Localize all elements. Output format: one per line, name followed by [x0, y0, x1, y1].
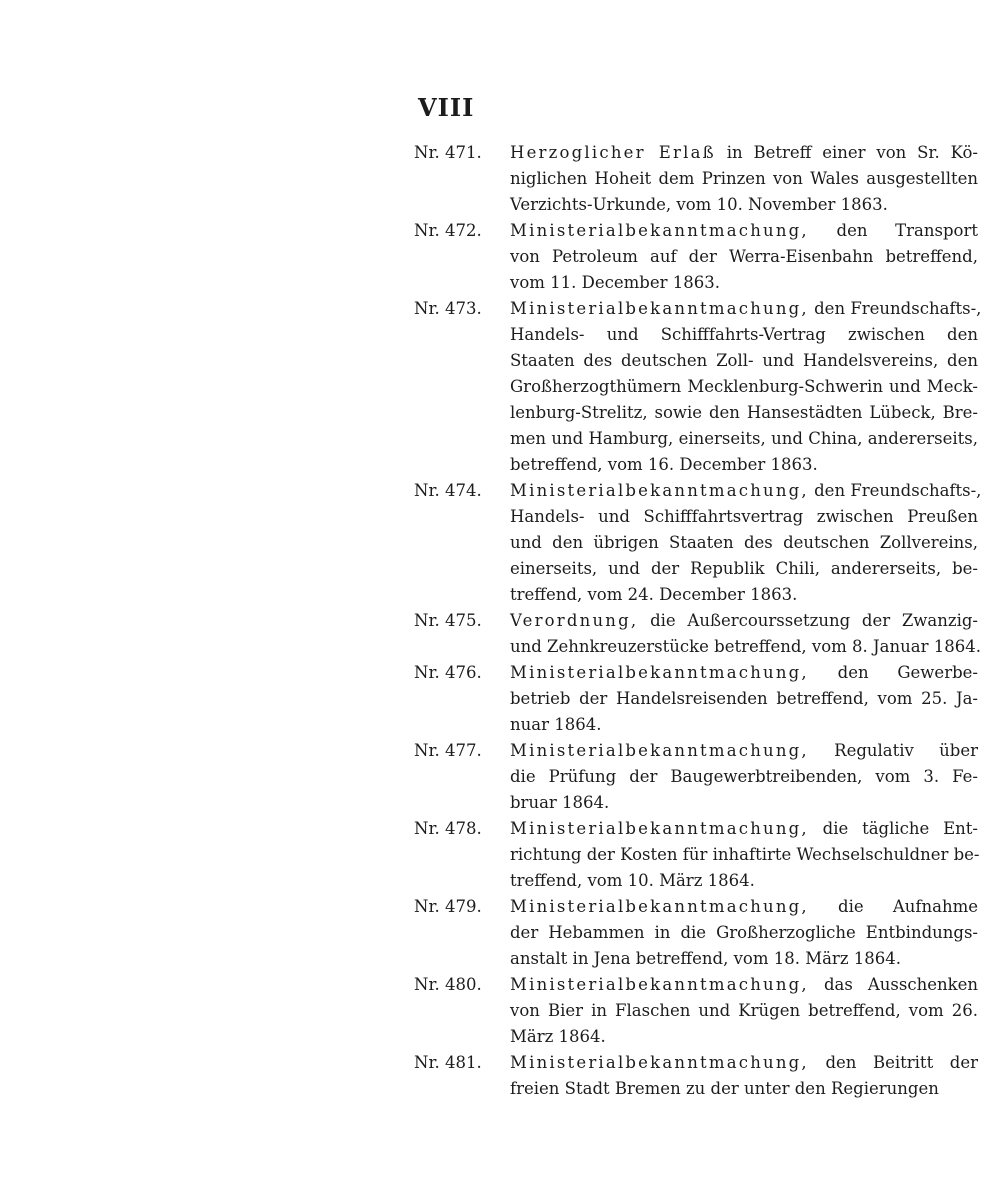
entry-line: Staaten des deutschen Zoll- und Handelsvereins, den [510, 351, 978, 370]
entry-heading: Ministerialbekanntmachung, [510, 221, 809, 240]
entry-line: treffend, vom 10. März 1864. [510, 871, 755, 890]
entry-line: Ministerialbekanntmachung, die tägliche Ent- [510, 819, 978, 838]
entry-line: Ministerialbekanntmachung, das Ausschenken [510, 975, 978, 994]
entry-text [510, 608, 990, 660]
entry-list [400, 140, 990, 1102]
entry-line: der Hebammen in die Großherzogliche Entbindungs- [510, 923, 978, 942]
entry-line: treffend, vom 24. December 1863. [510, 585, 798, 604]
entry-number: Nr. 476. [414, 663, 482, 682]
entry-number: Nr. 477. [414, 741, 482, 760]
entry-line: Herzoglicher Erlaß in Betreff einer von Sr. Kö- [510, 143, 978, 162]
entry [400, 1050, 990, 1102]
entry-line: Verzichts-Urkunde, vom 10. November 1863. [510, 195, 888, 214]
entry-number: Nr. 479. [414, 897, 482, 916]
entry-line: Ministerialbekanntmachung, den Freundschafts-, [510, 299, 982, 318]
entry-text [510, 738, 990, 816]
entry [400, 738, 990, 816]
entry-line: und Zehnkreuzerstücke betreffend, vom 8. Januar 1864. [510, 637, 981, 656]
entry-heading: Herzoglicher Erlaß [510, 143, 716, 162]
entry [400, 894, 990, 972]
entry [400, 608, 990, 660]
entry-line: Ministerialbekanntmachung, den Gewerbe- [510, 663, 978, 682]
entry-heading: Verordnung, [510, 611, 639, 630]
entry-text [510, 478, 990, 608]
entry-text [510, 218, 990, 296]
entry [400, 972, 990, 1050]
entry-line: betreffend, vom 16. December 1863. [510, 455, 818, 474]
entry-line: men und Hamburg, einerseits, und China, andererseits, [510, 429, 978, 448]
entry-line: niglichen Hoheit dem Prinzen von Wales ausgestellten [510, 169, 978, 188]
entry-line: von Bier in Flaschen und Krügen betreffend, vom 26. [510, 1001, 978, 1020]
entry [400, 478, 990, 608]
entry-line: einerseits, und der Republik Chili, andererseits, be- [510, 559, 978, 578]
entry-number: Nr. 475. [414, 611, 482, 630]
entry-line: Ministerialbekanntmachung, den Beitritt der [510, 1053, 978, 1072]
entry-text [510, 816, 990, 894]
entry-text [510, 660, 990, 738]
entry-line: lenburg-Strelitz, sowie den Hansestädten Lübeck, Bre- [510, 403, 978, 422]
entry-line: anstalt in Jena betreffend, vom 18. März 1864. [510, 949, 901, 968]
entry-line: und den übrigen Staaten des deutschen Zollvereins, [510, 533, 978, 552]
entry-line: Ministerialbekanntmachung, den Freundschafts-, [510, 481, 982, 500]
entry-heading: Ministerialbekanntmachung, [510, 897, 809, 916]
entry-line: freien Stadt Bremen zu der unter den Regierungen [510, 1079, 939, 1098]
entry-line: richtung der Kosten für inhaftirte Wechselschuldner be- [510, 845, 980, 864]
entry-line: Verordnung, die Außercourssetzung der Zwanzig- [510, 611, 978, 630]
entry-text [510, 1050, 990, 1102]
entry-number: Nr. 472. [414, 221, 482, 240]
entry-line: die Prüfung der Baugewerbtreibenden, vom 3. Fe- [510, 767, 978, 786]
entry-text [510, 140, 990, 218]
entry [400, 218, 990, 296]
entry-line: März 1864. [510, 1027, 606, 1046]
entry-number: Nr. 471. [414, 143, 482, 162]
entry [400, 660, 990, 738]
entry-line: Ministerialbekanntmachung, Regulativ über [510, 741, 978, 760]
entry-line: Handels- und Schifffahrts-Vertrag zwischen den [510, 325, 978, 344]
entry-line: Ministerialbekanntmachung, die Aufnahme [510, 897, 978, 916]
entry-heading: Ministerialbekanntmachung, [510, 819, 809, 838]
entry-number: Nr. 480. [414, 975, 482, 994]
entry-line: vom 11. December 1863. [510, 273, 720, 292]
entry-heading: Ministerialbekanntmachung, [510, 975, 809, 994]
entry-heading: Ministerialbekanntmachung, [510, 1053, 809, 1072]
entry-line: Großherzogthümern Mecklenburg-Schwerin und Meck- [510, 377, 978, 396]
entry-text [510, 894, 990, 972]
entry [400, 140, 990, 218]
entry-number: Nr. 474. [414, 481, 482, 500]
entry-number: Nr. 481. [414, 1053, 482, 1072]
entry [400, 816, 990, 894]
entry-number: Nr. 478. [414, 819, 482, 838]
page-number: VIII [418, 93, 475, 122]
entry-heading: Ministerialbekanntmachung, [510, 741, 809, 760]
entry-line: Handels- und Schifffahrtsvertrag zwischen Preußen [510, 507, 978, 526]
entry-text [510, 972, 990, 1050]
entry-line: von Petroleum auf der Werra-Eisenbahn betreffend, [510, 247, 978, 266]
entry-heading: Ministerialbekanntmachung, [510, 663, 809, 682]
entry-number: Nr. 473. [414, 299, 482, 318]
entry-heading: Ministerialbekanntmachung, [510, 299, 809, 318]
entry-line: Ministerialbekanntmachung, den Transport [510, 221, 978, 240]
entry-heading: Ministerialbekanntmachung, [510, 481, 809, 500]
entry-line: betrieb der Handelsreisenden betreffend, vom 25. Ja- [510, 689, 978, 708]
entry [400, 296, 990, 478]
entry-line: bruar 1864. [510, 793, 610, 812]
entry-line: nuar 1864. [510, 715, 602, 734]
entry-text [510, 296, 990, 478]
